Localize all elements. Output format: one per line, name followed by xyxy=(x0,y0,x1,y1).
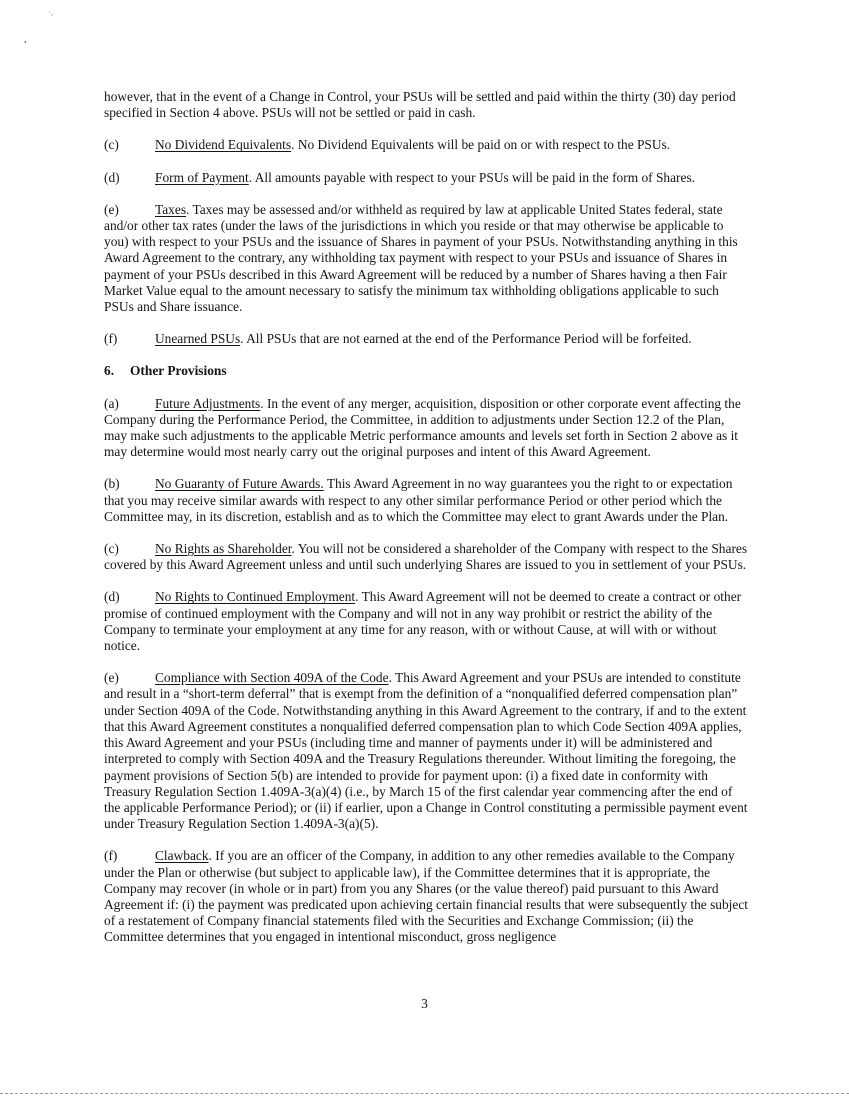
item-text: . All PSUs that are not earned at the end of the Performance Period will be forfeited. xyxy=(240,331,692,347)
item-heading: No Dividend Equivalents xyxy=(155,137,292,153)
item-label: (d) xyxy=(104,589,120,605)
section5-item-c xyxy=(104,137,750,153)
section6-item-d xyxy=(104,589,750,654)
section6-item-b xyxy=(104,476,750,525)
page-number: 3 xyxy=(421,996,428,1011)
item-heading: Compliance with Section 409A of the Code xyxy=(155,670,389,686)
intro-paragraph: however, that in the event of a Change in Control, your PSUs will be settled and paid within the thirty (30) day period specified in Section 4 above. PSUs will not be settled or paid in cash. xyxy=(104,89,736,121)
section6-item-c xyxy=(104,541,750,573)
section5-item-f xyxy=(104,331,750,347)
scan-artifact-mark: ·‚ xyxy=(48,8,54,17)
item-text: . If you are an officer of the Company, in addition to any other remedies available to the Company under the Plan or otherwise (but subject to applicable law), if the Committee determines that it is appropriate, the Company may recover (in whole or in part) from you any Shares (or the value thereof) paid pursuant to this Award Agreement if: (i) the payment was predicated upon achieving certain financial results that were subsequently the subject of a restatement of Company financial statements filed with the Securities and Exchange Commission; (ii) the Committee determines that you engaged in intentional misconduct, gross negligence xyxy=(104,848,749,945)
section6-item-a xyxy=(104,396,750,461)
item-label: (f) xyxy=(104,331,118,347)
item-heading: No Rights to Continued Employment xyxy=(155,589,356,605)
section6-item-e xyxy=(104,670,750,832)
item-label: (c) xyxy=(104,541,119,557)
item-heading: Taxes xyxy=(155,201,187,217)
item-text: . Taxes may be assessed and/or withheld as required by law at applicable United States federal, state and/or other tax rates (under the laws of the jurisdictions in which you reside or that may otherwise be applicable to you) with respect to your PSUs and the issuance of Shares in payment of your PSUs. Notwithstanding anything in this Award Agreement to the contrary, any withholding tax payment with respect to your PSUs and issuance of Shares in payment of your PSUs described in this Award Agreement will be reduced by a number of Shares having a then Fair Market Value equal to the amount necessary to satisfy the minimum tax withholding obligations applicable to such PSUs and Share issuance. xyxy=(104,201,738,315)
document-body xyxy=(104,89,750,962)
item-text: . This Award Agreement will not be deemed to create a contract or other promise of continued employment with the Company and will not in any way prohibit or restrict the ability of the Company to terminate your employment at any time for any reason, with or without Cause, at will with or without notice. xyxy=(104,589,742,654)
item-heading: No Rights as Shareholder xyxy=(155,541,292,557)
item-label: (e) xyxy=(104,201,119,217)
item-label: (d) xyxy=(104,169,120,185)
item-label: (a) xyxy=(104,395,119,411)
item-text: . All amounts payable with respect to your PSUs will be paid in the form of Shares. xyxy=(248,169,696,185)
item-heading: Unearned PSUs xyxy=(155,331,241,347)
section5-item-e xyxy=(104,202,750,315)
item-heading: Future Adjustments xyxy=(155,395,261,411)
page-bottom-divider xyxy=(0,1093,849,1094)
section-6-heading xyxy=(104,363,750,379)
section-number: 6. xyxy=(104,363,115,379)
section6-item-f xyxy=(104,848,750,945)
item-text: . No Dividend Equivalents will be paid on or with respect to the PSUs. xyxy=(291,137,671,153)
item-heading: Clawback xyxy=(155,848,209,864)
item-text: . In the event of any merger, acquisition, disposition or other corporate event affecting the Company during the Performance Period, the Committee, in addition to adjustments under Section 12.2 of the Plan, may make such adjustments to the applicable Metric performance amounts and levels set forth in Section 2 above as it may determine would most nearly carry out the original purposes and intent of this Award Agreement. xyxy=(104,395,741,460)
section-title: Other Provisions xyxy=(130,363,227,379)
item-text: This Award Agreement in no way guarantees you the right to or expectation that you may receive similar awards with respect to any other similar performance Period or other period which the Committee may, in its discretion, establish and as to which the Committee may elect to grant Awards under the Plan. xyxy=(104,476,733,524)
item-text: . You will not be considered a shareholder of the Company with respect to the Shares covered by this Award Agreement unless and until such underlying Shares are issued to you in settlement of your PSUs. xyxy=(104,541,748,573)
item-label: (b) xyxy=(104,476,120,492)
item-heading: Form of Payment xyxy=(155,169,249,185)
item-label: (c) xyxy=(104,137,119,153)
scan-artifact-dot: • xyxy=(24,38,27,47)
item-label: (e) xyxy=(104,670,119,686)
item-label: (f) xyxy=(104,848,118,864)
item-text: . This Award Agreement and your PSUs are intended to constitute and result in a “short-term deferral” that is exempt from the definition of a “nonqualified deferred compensation plan” under Section 409A of the Code. Notwithstanding anything in this Award Agreement to the contrary, if and to the extent that this Award Agreement constitutes a nonqualified deferred compensation plan to which Code Section 409A applies, this Award Agreement and your PSUs (including time and manner of payments under it) will be administered and interpreted to comply with Section 409A and the Treasury Regulations thereunder. Without limiting the foregoing, the payment provisions of Section 5(b) are intended to provide for payment upon: (i) a fixed date in conformity with Treasury Regulation Section 1.409A-3(a)(4) (i.e., by March 15 of the first calendar year commencing after the end of the applicable Performance Period); or (ii) if earlier, upon a Change in Control constituting a permissible payment event under Treasury Regulation Section 1.409A-3(a)(5). xyxy=(104,670,748,832)
item-heading: No Guaranty of Future Awards. xyxy=(155,476,324,492)
section5-item-d xyxy=(104,170,750,186)
